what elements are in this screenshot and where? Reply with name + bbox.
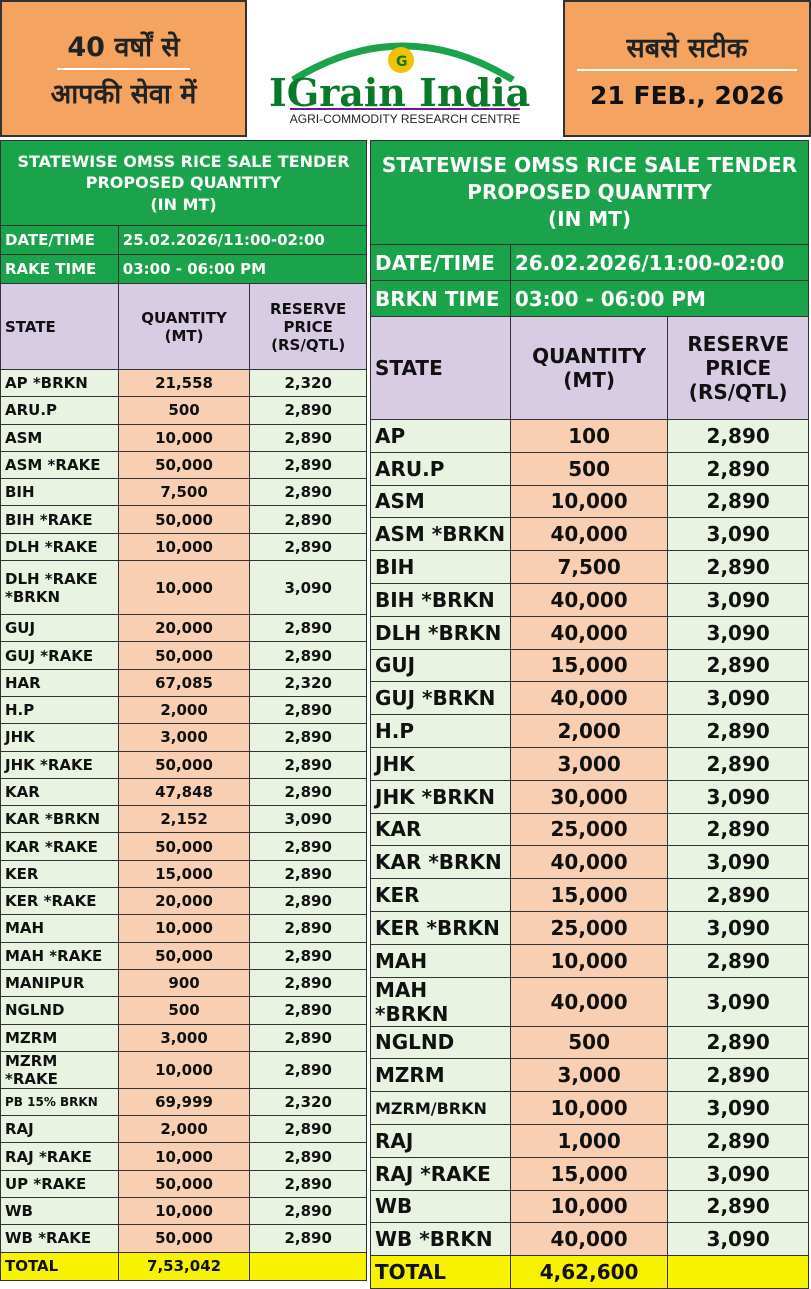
table-row: [1, 696, 367, 723]
reserve-price-cell: 3,090: [250, 806, 367, 833]
table-row: [1, 451, 367, 478]
state-cell: KER: [1, 860, 119, 887]
left-col-state: STATE: [1, 284, 119, 370]
quantity-cell: 2,000: [510, 715, 668, 748]
reserve-price-cell: 2,890: [250, 696, 367, 723]
table-row: [1, 1143, 367, 1170]
quantity-cell: 50,000: [118, 451, 250, 478]
quantity-cell: 3,000: [118, 1024, 250, 1051]
reserve-price-cell: 2,890: [668, 813, 809, 846]
reserve-price-cell: 2,890: [250, 642, 367, 669]
right-date-label: DATE/TIME: [371, 245, 511, 281]
right-total-blank: [668, 1256, 809, 1289]
state-cell: JHK: [371, 747, 511, 780]
quantity-cell: 10,000: [510, 1190, 668, 1223]
reserve-price-cell: 2,320: [250, 370, 367, 397]
tagline-right: सबसे सटीक: [577, 28, 797, 71]
reserve-price-cell: 3,090: [668, 1157, 809, 1190]
reserve-price-cell: 2,890: [250, 1143, 367, 1170]
left-col-qty: QUANTITY (MT): [118, 284, 250, 370]
table-row: [1, 915, 367, 942]
reserve-price-cell: 2,890: [250, 888, 367, 915]
state-cell: KER *RAKE: [1, 888, 119, 915]
reserve-price-cell: 2,890: [668, 551, 809, 584]
right-date-value: 26.02.2026/11:00-02:00: [510, 245, 808, 281]
quantity-cell: 7,500: [510, 551, 668, 584]
reserve-price-cell: 2,890: [250, 506, 367, 533]
reserve-price-cell: 3,090: [250, 561, 367, 615]
tagline-line1: 40 वर्षों से: [57, 27, 189, 70]
reserve-price-cell: 2,890: [250, 915, 367, 942]
state-cell: PB 15% BRKN: [1, 1088, 119, 1115]
reserve-price-cell: 2,890: [250, 1198, 367, 1225]
state-cell: ARU.P: [1, 397, 119, 424]
quantity-cell: 40,000: [510, 1223, 668, 1256]
state-cell: WB: [371, 1190, 511, 1223]
quantity-cell: 500: [118, 997, 250, 1024]
quantity-cell: 3,000: [118, 724, 250, 751]
quantity-cell: 67,085: [118, 669, 250, 696]
state-cell: DLH *RAKE *BRKN: [1, 561, 119, 615]
quantity-cell: 10,000: [510, 1092, 668, 1125]
left-tender-table: [0, 140, 367, 1281]
quantity-cell: 500: [510, 452, 668, 485]
state-cell: MAH: [371, 944, 511, 977]
table-row: [371, 944, 809, 977]
table-row: [1, 397, 367, 424]
state-cell: BIH *BRKN: [371, 583, 511, 616]
table-row: [371, 551, 809, 584]
state-cell: MZRM: [1, 1024, 119, 1051]
state-cell: MAH: [1, 915, 119, 942]
table-row: [371, 1026, 809, 1059]
quantity-cell: 10,000: [118, 533, 250, 560]
state-cell: BIH *RAKE: [1, 506, 119, 533]
quantity-cell: 20,000: [118, 615, 250, 642]
reserve-price-cell: 2,890: [250, 778, 367, 805]
table-row: [1, 669, 367, 696]
quantity-cell: 500: [510, 1026, 668, 1059]
reserve-price-cell: 2,890: [250, 533, 367, 560]
quantity-cell: 40,000: [510, 583, 668, 616]
reserve-price-cell: 3,090: [668, 518, 809, 551]
state-cell: ASM: [371, 485, 511, 518]
quantity-cell: 50,000: [118, 751, 250, 778]
quantity-cell: 15,000: [510, 649, 668, 682]
state-cell: RAJ: [371, 1124, 511, 1157]
reserve-price-cell: 2,890: [668, 452, 809, 485]
table-row: [371, 1059, 809, 1092]
left-total-qty: 7,53,042: [118, 1252, 250, 1280]
right-col-qty: QUANTITY (MT): [510, 317, 668, 420]
quantity-cell: 40,000: [510, 977, 668, 1026]
reserve-price-cell: 2,890: [250, 479, 367, 506]
state-cell: UP *RAKE: [1, 1170, 119, 1197]
reserve-price-cell: 2,890: [250, 615, 367, 642]
state-cell: MZRM: [371, 1059, 511, 1092]
tagline-line2: आपकी सेवा में: [50, 78, 197, 110]
state-cell: GUJ: [371, 649, 511, 682]
state-cell: KAR: [371, 813, 511, 846]
quantity-cell: 2,000: [118, 696, 250, 723]
reserve-price-cell: 2,890: [250, 724, 367, 751]
reserve-price-cell: 2,890: [668, 944, 809, 977]
right-tender-table: [370, 140, 809, 1289]
table-row: [1, 751, 367, 778]
table-row: [371, 911, 809, 944]
quantity-cell: 50,000: [118, 642, 250, 669]
table-row: [1, 806, 367, 833]
quantity-cell: 50,000: [118, 942, 250, 969]
table-row: [1, 1088, 367, 1115]
quantity-cell: 500: [118, 397, 250, 424]
state-cell: WB *RAKE: [1, 1225, 119, 1252]
reserve-price-cell: 2,890: [250, 1024, 367, 1051]
reserve-price-cell: 3,090: [668, 911, 809, 944]
table-row: [1, 1225, 367, 1252]
reserve-price-cell: 2,320: [250, 1088, 367, 1115]
reserve-price-cell: 2,890: [668, 879, 809, 912]
state-cell: KAR *BRKN: [1, 806, 119, 833]
state-cell: RAJ: [1, 1116, 119, 1143]
table-row: [1, 860, 367, 887]
report-date: 21 FEB., 2026: [590, 80, 784, 110]
quantity-cell: 50,000: [118, 833, 250, 860]
header-left-panel: [0, 0, 247, 137]
state-cell: MZRM/BRKN: [371, 1092, 511, 1125]
quantity-cell: 40,000: [510, 616, 668, 649]
reserve-price-cell: 2,890: [250, 942, 367, 969]
state-cell: KAR *BRKN: [371, 846, 511, 879]
table-row: [1, 833, 367, 860]
table-row: [371, 452, 809, 485]
table-row: [371, 485, 809, 518]
reserve-price-cell: 2,890: [250, 1170, 367, 1197]
reserve-price-cell: 2,890: [250, 397, 367, 424]
quantity-cell: 40,000: [510, 846, 668, 879]
state-cell: HAR: [1, 669, 119, 696]
reserve-price-cell: 2,890: [668, 1190, 809, 1223]
left-time-value: 03:00 - 06:00 PM: [118, 255, 366, 284]
table-row: [371, 1190, 809, 1223]
left-date-label: DATE/TIME: [1, 226, 119, 255]
quantity-cell: 10,000: [510, 485, 668, 518]
quantity-cell: 3,000: [510, 747, 668, 780]
state-cell: JHK: [1, 724, 119, 751]
reserve-price-cell: 2,890: [250, 751, 367, 778]
reserve-price-cell: 3,090: [668, 1223, 809, 1256]
table-row: [1, 997, 367, 1024]
quantity-cell: 25,000: [510, 911, 668, 944]
right-total-label: TOTAL: [371, 1256, 511, 1289]
right-col-price: RESERVE PRICE (RS/QTL): [668, 317, 809, 420]
reserve-price-cell: 3,090: [668, 977, 809, 1026]
state-cell: DLH *RAKE: [1, 533, 119, 560]
quantity-cell: 47,848: [118, 778, 250, 805]
quantity-cell: 900: [118, 969, 250, 996]
state-cell: WB: [1, 1198, 119, 1225]
table-row: [371, 1223, 809, 1256]
right-col-state: STATE: [371, 317, 511, 420]
table-row: [1, 479, 367, 506]
left-table-title: STATEWISE OMSS RICE SALE TENDER PROPOSED QUANTITY (IN MT): [1, 141, 367, 226]
state-cell: AP *BRKN: [1, 370, 119, 397]
logo-text: IGrain India: [269, 69, 531, 115]
reserve-price-cell: 3,090: [668, 583, 809, 616]
table-row: [1, 615, 367, 642]
quantity-cell: 7,500: [118, 479, 250, 506]
state-cell: MAH *BRKN: [371, 977, 511, 1026]
table-row: [1, 533, 367, 560]
reserve-price-cell: 3,090: [668, 616, 809, 649]
quantity-cell: 15,000: [118, 860, 250, 887]
state-cell: NGLND: [1, 997, 119, 1024]
table-row: [371, 780, 809, 813]
reserve-price-cell: 3,090: [668, 682, 809, 715]
reserve-price-cell: 2,890: [250, 1116, 367, 1143]
logo-subtitle: AGRI-COMMODITY RESEARCH CENTRE: [290, 108, 520, 126]
quantity-cell: 21,558: [118, 370, 250, 397]
quantity-cell: 15,000: [510, 1157, 668, 1190]
reserve-price-cell: 3,090: [668, 780, 809, 813]
right-time-value: 03:00 - 06:00 PM: [510, 281, 808, 317]
state-cell: KER: [371, 879, 511, 912]
table-row: [371, 1092, 809, 1125]
reserve-price-cell: 2,890: [250, 1225, 367, 1252]
state-cell: RAJ *RAKE: [371, 1157, 511, 1190]
reserve-price-cell: 2,890: [250, 833, 367, 860]
reserve-price-cell: 2,890: [668, 747, 809, 780]
header-right-panel: [563, 0, 811, 137]
state-cell: JHK *BRKN: [371, 780, 511, 813]
left-total-blank: [250, 1252, 367, 1280]
quantity-cell: 50,000: [118, 506, 250, 533]
table-row: [1, 724, 367, 751]
table-row: [1, 969, 367, 996]
state-cell: MZRM *RAKE: [1, 1051, 119, 1088]
reserve-price-cell: 2,890: [668, 1026, 809, 1059]
state-cell: ARU.P: [371, 452, 511, 485]
quantity-cell: 10,000: [118, 561, 250, 615]
table-row: [1, 506, 367, 533]
table-row: [1, 642, 367, 669]
state-cell: H.P: [1, 696, 119, 723]
quantity-cell: 40,000: [510, 682, 668, 715]
quantity-cell: 10,000: [118, 915, 250, 942]
state-cell: MANIPUR: [1, 969, 119, 996]
reserve-price-cell: 2,890: [668, 649, 809, 682]
quantity-cell: 100: [510, 420, 668, 453]
quantity-cell: 2,152: [118, 806, 250, 833]
state-cell: AP: [371, 420, 511, 453]
logo: [255, 12, 555, 115]
state-cell: MAH *RAKE: [1, 942, 119, 969]
left-total-label: TOTAL: [1, 1252, 119, 1280]
table-row: [1, 942, 367, 969]
table-row: [371, 879, 809, 912]
table-row: [371, 747, 809, 780]
reserve-price-cell: 2,890: [668, 485, 809, 518]
state-cell: GUJ: [1, 615, 119, 642]
table-row: [371, 715, 809, 748]
table-row: [371, 616, 809, 649]
reserve-price-cell: 2,890: [668, 715, 809, 748]
table-row: [1, 1116, 367, 1143]
quantity-cell: 10,000: [510, 944, 668, 977]
quantity-cell: 50,000: [118, 1225, 250, 1252]
right-total-qty: 4,62,600: [510, 1256, 668, 1289]
table-row: [371, 583, 809, 616]
quantity-cell: 40,000: [510, 518, 668, 551]
table-row: [371, 977, 809, 1026]
reserve-price-cell: 2,890: [250, 969, 367, 996]
state-cell: RAJ *RAKE: [1, 1143, 119, 1170]
table-row: [1, 778, 367, 805]
table-row: [371, 682, 809, 715]
quantity-cell: 2,000: [118, 1116, 250, 1143]
table-row: [1, 424, 367, 451]
reserve-price-cell: 2,890: [250, 1051, 367, 1088]
state-cell: ASM *BRKN: [371, 518, 511, 551]
table-row: [371, 420, 809, 453]
table-row: [371, 649, 809, 682]
state-cell: NGLND: [371, 1026, 511, 1059]
table-row: [1, 1051, 367, 1088]
reserve-price-cell: 2,890: [250, 451, 367, 478]
quantity-cell: 10,000: [118, 1198, 250, 1225]
reserve-price-cell: 2,890: [668, 1059, 809, 1092]
table-row: [1, 561, 367, 615]
table-row: [371, 518, 809, 551]
right-time-label: BRKN TIME: [371, 281, 511, 317]
quantity-cell: 10,000: [118, 1051, 250, 1088]
table-row: [1, 1170, 367, 1197]
quantity-cell: 10,000: [118, 424, 250, 451]
table-row: [371, 813, 809, 846]
table-row: [371, 846, 809, 879]
table-row: [1, 1198, 367, 1225]
logo-panel: [247, 0, 563, 137]
reserve-price-cell: 2,890: [250, 997, 367, 1024]
table-row: [371, 1124, 809, 1157]
state-cell: WB *BRKN: [371, 1223, 511, 1256]
quantity-cell: 1,000: [510, 1124, 668, 1157]
left-date-value: 25.02.2026/11:00-02:00: [118, 226, 366, 255]
quantity-cell: 15,000: [510, 879, 668, 912]
state-cell: ASM: [1, 424, 119, 451]
quantity-cell: 30,000: [510, 780, 668, 813]
quantity-cell: 10,000: [118, 1143, 250, 1170]
left-time-label: RAKE TIME: [1, 255, 119, 284]
reserve-price-cell: 3,090: [668, 846, 809, 879]
state-cell: GUJ *RAKE: [1, 642, 119, 669]
reserve-price-cell: 3,090: [668, 1092, 809, 1125]
state-cell: KAR: [1, 778, 119, 805]
state-cell: KER *BRKN: [371, 911, 511, 944]
state-cell: KAR *RAKE: [1, 833, 119, 860]
right-table-title: STATEWISE OMSS RICE SALE TENDER PROPOSED QUANTITY (IN MT): [371, 141, 809, 245]
reserve-price-cell: 2,320: [250, 669, 367, 696]
left-col-price: RESERVE PRICE (RS/QTL): [250, 284, 367, 370]
state-cell: DLH *BRKN: [371, 616, 511, 649]
reserve-price-cell: 2,890: [250, 860, 367, 887]
reserve-price-cell: 2,890: [250, 424, 367, 451]
svg-text:G: G: [396, 53, 408, 70]
table-row: [371, 1157, 809, 1190]
state-cell: GUJ *BRKN: [371, 682, 511, 715]
state-cell: ASM *RAKE: [1, 451, 119, 478]
reserve-price-cell: 2,890: [668, 420, 809, 453]
state-cell: BIH: [371, 551, 511, 584]
quantity-cell: 69,999: [118, 1088, 250, 1115]
reserve-price-cell: 2,890: [668, 1124, 809, 1157]
table-row: [1, 888, 367, 915]
state-cell: BIH: [1, 479, 119, 506]
quantity-cell: 25,000: [510, 813, 668, 846]
state-cell: JHK *RAKE: [1, 751, 119, 778]
quantity-cell: 50,000: [118, 1170, 250, 1197]
quantity-cell: 20,000: [118, 888, 250, 915]
state-cell: H.P: [371, 715, 511, 748]
table-row: [1, 1024, 367, 1051]
quantity-cell: 3,000: [510, 1059, 668, 1092]
table-row: [1, 370, 367, 397]
